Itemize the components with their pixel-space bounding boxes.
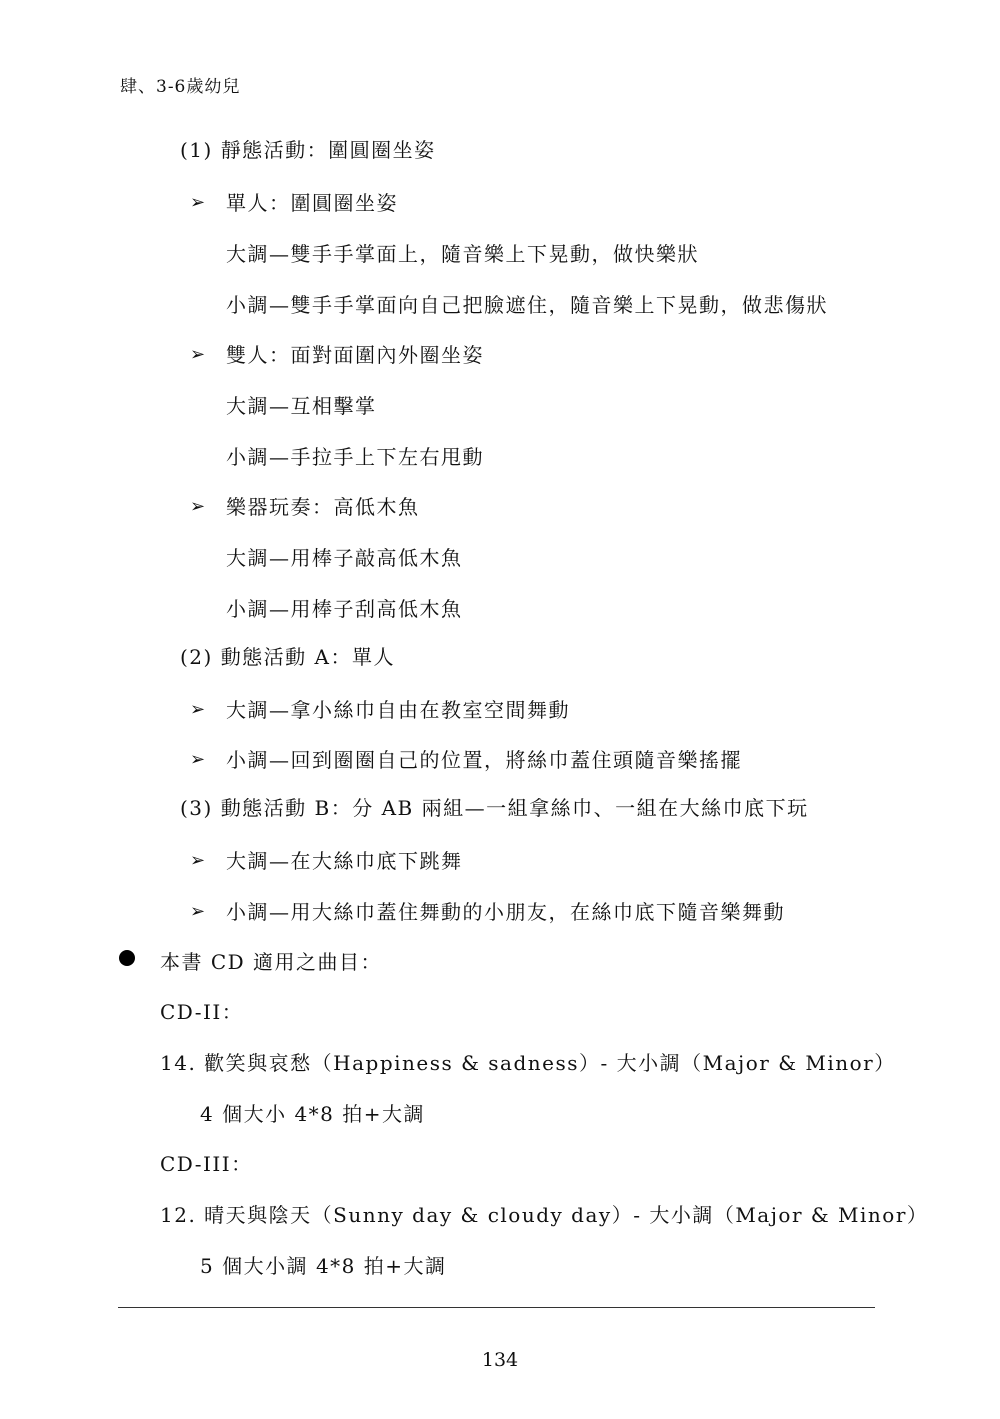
dynamic-b-major-line: 大調—在大絲巾底下跳舞 bbox=[226, 849, 463, 873]
page-header: 肆、3-6歲幼兒 bbox=[120, 77, 241, 97]
arrow-bullet-icon: ➢ bbox=[190, 850, 206, 871]
dynamic-a-title: (2) 動態活動 A：單人 bbox=[180, 645, 395, 669]
cd2-note: 4 個大小 4*8 拍+大調 bbox=[200, 1102, 426, 1126]
single-heading: 單人：圍圓圈坐姿 bbox=[226, 191, 398, 215]
arrow-bullet-icon: ➢ bbox=[190, 749, 206, 770]
cd2-track: 14. 歡笑與哀愁（Happiness & sadness）- 大小調（Major & Minor） bbox=[160, 1051, 896, 1075]
dynamic-a-major-line: 大調—拿小絲巾自由在教室空間舞動 bbox=[226, 698, 570, 722]
instrument-minor-line: 小調—用棒子刮高低木魚 bbox=[226, 597, 463, 621]
arrow-bullet-icon: ➢ bbox=[190, 344, 206, 365]
filled-circle-bullet-icon bbox=[119, 950, 135, 966]
page-number: 134 bbox=[481, 1349, 519, 1371]
cd3-track: 12. 晴天與陰天（Sunny day & cloudy day）- 大小調（Major & Minor） bbox=[160, 1203, 929, 1227]
pair-heading: 雙人：面對面圍內外圈坐姿 bbox=[226, 343, 484, 367]
instrument-major-line: 大調—用棒子敲高低木魚 bbox=[226, 546, 463, 570]
cd3-label: CD-III： bbox=[160, 1152, 253, 1176]
dynamic-b-minor-line: 小調—用大絲巾蓋住舞動的小朋友，在絲巾底下隨音樂舞動 bbox=[226, 900, 785, 924]
pair-minor-line: 小調—手拉手上下左右甩動 bbox=[226, 445, 484, 469]
arrow-bullet-icon: ➢ bbox=[190, 496, 206, 517]
arrow-bullet-icon: ➢ bbox=[190, 699, 206, 720]
arrow-bullet-icon: ➢ bbox=[190, 192, 206, 213]
instrument-heading: 樂器玩奏：高低木魚 bbox=[226, 495, 420, 519]
cd2-label: CD-II： bbox=[160, 1000, 244, 1024]
dynamic-a-minor-line: 小調—回到圈圈自己的位置，將絲巾蓋住頭隨音樂搖擺 bbox=[226, 748, 742, 772]
single-minor-line: 小調—雙手手掌面向自己把臉遮住，隨音樂上下晃動，做悲傷狀 bbox=[226, 293, 828, 317]
dynamic-b-title: (3) 動態活動 B：分 AB 兩組—一組拿絲巾、一組在大絲巾底下玩 bbox=[180, 796, 809, 820]
cd3-note: 5 個大小調 4*8 拍+大調 bbox=[200, 1254, 447, 1278]
footer-rule bbox=[118, 1307, 875, 1308]
arrow-bullet-icon: ➢ bbox=[190, 901, 206, 922]
static-activity-title: (1) 靜態活動：圍圓圈坐姿 bbox=[180, 138, 436, 162]
cd-section-title: 本書 CD 適用之曲目： bbox=[160, 950, 383, 974]
pair-major-line: 大調—互相擊掌 bbox=[226, 394, 377, 418]
single-major-line: 大調—雙手手掌面上，隨音樂上下晃動，做快樂狀 bbox=[226, 242, 699, 266]
